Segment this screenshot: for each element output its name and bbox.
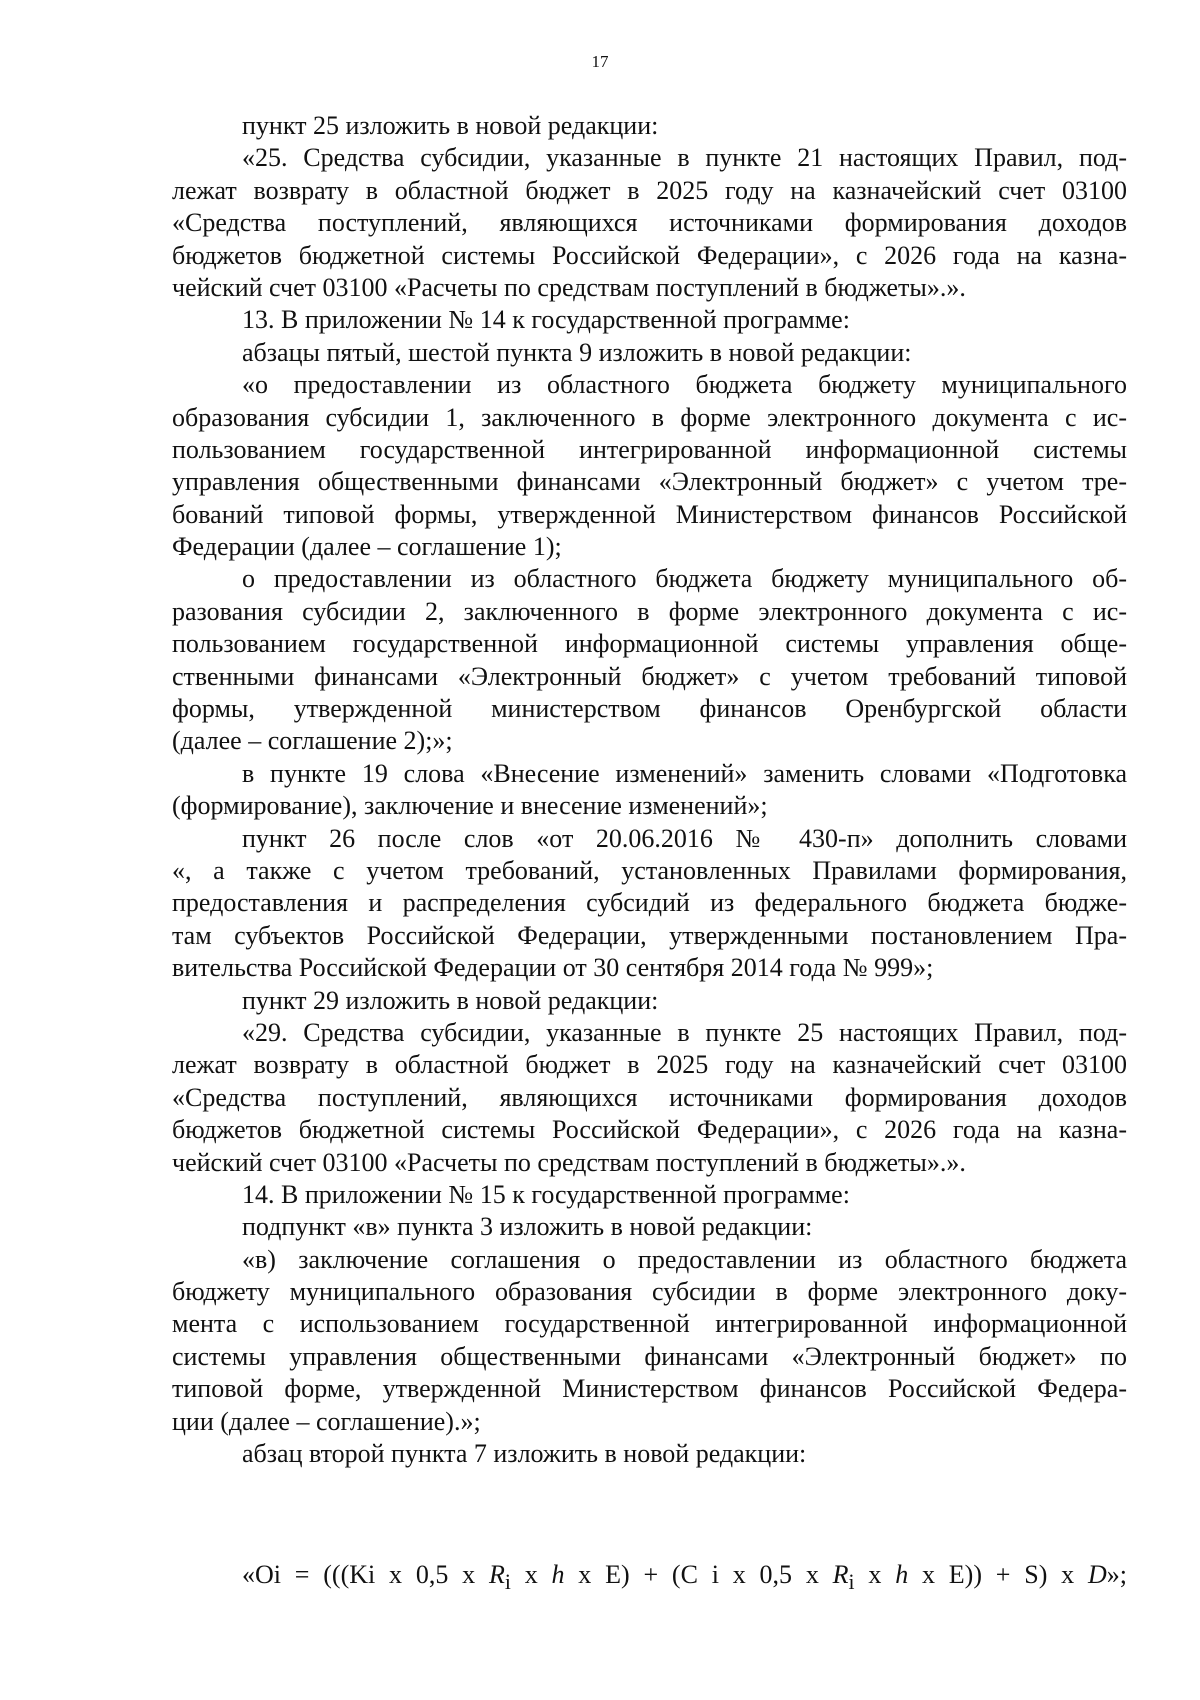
text-line: абзац второй пункта 7 изложить в новой редакции: (242, 1439, 807, 1469)
text-line: разования субсидии 2, заключенного в форме электронного документа с ис- (172, 596, 1127, 626)
text-line: бюджету муниципального образования субсидии в форме электронного доку- (172, 1277, 1127, 1307)
document-body (172, 110, 1127, 1470)
text-line: 13. В приложении № 14 к государственной программе: (242, 305, 850, 335)
text-line: бований типовой формы, утвержденной Министерством финансов Российской (172, 499, 1127, 529)
text-line: (формирование), заключение и внесение изменений»; (172, 791, 768, 821)
text-line: ции (далее – соглашение).»; (172, 1406, 481, 1436)
formula-part: «Oi = (((Ki x 0,5 x (242, 1560, 489, 1589)
text-line: «о предоставлении из областного бюджета бюджету муниципального (242, 370, 1127, 400)
text-line: «, а также с учетом требований, установленных Правилами формирования, (172, 855, 1127, 885)
formula-part: x E) + (C i x 0,5 x (564, 1560, 833, 1589)
text-line: типовой форме, утвержденной Министерством финансов Российской Федера- (172, 1374, 1127, 1404)
text-line: «25. Средства субсидии, указанные в пункте 21 настоящих Правил, под- (242, 143, 1127, 173)
text-line: «в) заключение соглашения о предоставлении из областного бюджета (242, 1244, 1127, 1274)
formula-subscript: i (504, 1570, 511, 1595)
text-line: пользованием государственной информационной системы управления обще- (172, 629, 1127, 659)
formula-variable: R (488, 1560, 505, 1589)
text-line: там субъектов Российской Федерации, утвержденными постановлением Пра- (172, 920, 1127, 950)
text-line: «Средства поступлений, являющихся источниками формирования доходов (172, 1082, 1127, 1112)
text-line: «Средства поступлений, являющихся источниками формирования доходов (172, 208, 1127, 238)
formula-subscript: i (848, 1570, 855, 1595)
formula-variable: h (551, 1560, 565, 1589)
text-line: 14. В приложении № 15 к государственной программе: (242, 1179, 850, 1209)
formula-variable: R (832, 1560, 849, 1589)
formula (242, 1557, 1127, 1593)
text-line: вительства Российской Федерации от 30 сентября 2014 года № 999»; (172, 953, 934, 983)
text-line: управления общественными финансами «Электронный бюджет» с учетом тре- (172, 467, 1127, 497)
text-line: в пункте 19 слова «Внесение изменений» заменить словами «Подготовка (242, 758, 1127, 788)
text-line: пункт 25 изложить в новой редакции: (242, 111, 659, 140)
formula-variable: D (1088, 1560, 1107, 1589)
text-line: системы управления общественными финансами «Электронный бюджет» по (172, 1341, 1127, 1371)
text-line: образования субсидии 1, заключенного в форме электронного документа с ис- (172, 402, 1127, 432)
text-line: о предоставлении из областного бюджета бюджету муниципального об- (242, 564, 1127, 594)
formula-part: x E)) + S) x (908, 1560, 1088, 1589)
text-line: абзацы пятый, шестой пункта 9 изложить в новой редакции: (242, 337, 912, 367)
page-number: 17 (591, 52, 609, 71)
text-line: ственными финансами «Электронный бюджет» с учетом требований типовой (172, 661, 1127, 691)
text-line: (далее – соглашение 2);»; (172, 726, 453, 756)
text-line: пользованием государственной интегрированной информационной системы (172, 434, 1127, 464)
text-line: пункт 29 изложить в новой редакции: (242, 985, 659, 1015)
text-line: бюджетов бюджетной системы Российской Федерации», с 2026 года на казна- (172, 1115, 1127, 1145)
text-line: «29. Средства субсидии, указанные в пункте 25 настоящих Правил, под- (242, 1017, 1127, 1047)
formula-variable: h (895, 1560, 909, 1589)
text-line: чейский счет 03100 «Расчеты по средствам поступлений в бюджеты».». (172, 272, 966, 302)
text-line: предоставления и распределения субсидий из федерального бюджета бюдже- (172, 888, 1127, 918)
text-line: мента с использованием государственной интегрированной информационной (172, 1309, 1127, 1339)
text-line: лежат возврату в областной бюджет в 2025 году на казначейский счет 03100 (172, 175, 1127, 205)
formula-part: »; (1106, 1560, 1128, 1589)
formula-part: x (854, 1560, 896, 1589)
text-line: формы, утвержденной министерством финансов Оренбургской области (172, 694, 1127, 724)
text-line: бюджетов бюджетной системы Российской Федерации», с 2026 года на казна- (172, 240, 1127, 270)
formula-part: x (510, 1560, 552, 1589)
text-line: лежат возврату в областной бюджет в 2025 году на казначейский счет 03100 (172, 1050, 1127, 1080)
text-line: подпункт «в» пункта 3 изложить в новой редакции: (242, 1212, 813, 1242)
text-line: Федерации (далее – соглашение 1); (172, 532, 562, 562)
text-line: пункт 26 после слов «от 20.06.2016 № 430-п» дополнить словами (242, 823, 1127, 853)
text-line: чейский счет 03100 «Расчеты по средствам поступлений в бюджеты».». (172, 1147, 966, 1177)
